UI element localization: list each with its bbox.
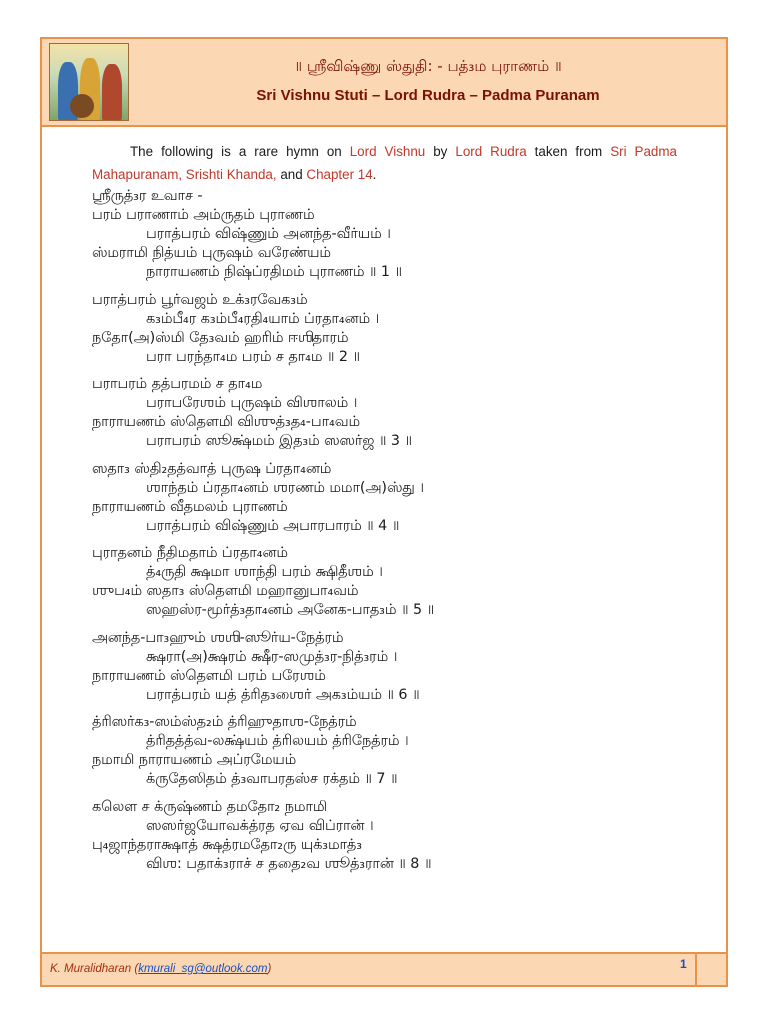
author-email-link[interactable]: kmurali_sg@outlook.com xyxy=(138,963,268,975)
verse-line: பு₄ஜாந்தராக்ஷாத் க்ஷத்ரமதோ₂ரு யுக்₃மாத்₃ xyxy=(92,836,362,853)
verse-line: ஶ்ரீருத்₃ர உவாச - xyxy=(92,188,203,204)
intro-text: The following is a rare hymn on xyxy=(130,144,350,159)
footer-divider xyxy=(695,954,697,985)
verse-line: நமாமி நாராயணம் அப்ரமேயம் xyxy=(92,752,297,768)
intro-paragraph xyxy=(92,140,677,186)
verse-line: க்ஷரா(அ)க்ஷரம் க்ஷீர-ஸமுத்₃ர-நித்₃ரம் । xyxy=(146,648,398,665)
verse-line: நாராயணம் நிஷ்ப்ரதிமம் புராணம் ॥ 1 ॥ xyxy=(146,264,402,280)
footer-paren: ) xyxy=(267,963,272,975)
intro-highlight: Sri Padma Mahapuranam, Srishti Khanda, xyxy=(92,144,677,182)
verse-line: ஸஸர்ஜயோவக்த்ரத ஏவ விப்ரான் । xyxy=(146,817,374,834)
footer-credit xyxy=(50,963,271,975)
verse-line: நாராயணம் வீதமலம் புராணம் xyxy=(92,498,288,515)
verse-line: த்₄ருதி க்ஷமா ஶாந்தி பரம் க்ஷிதீஶம் । xyxy=(146,564,383,580)
intro-text: and xyxy=(276,167,307,182)
verse-line: பராபரேஶம் புருஷம் விஶாலம் । xyxy=(146,395,358,411)
verse-line: க₃ம்பீ₄ர க₃ம்பீ₄ரதி₄யாம் ப்ரதா₄னம் । xyxy=(146,310,380,327)
verse-line: த்ரிஸர்க₃-ஸம்ஸ்த₂ம் த்ரிஹுதாஶ-நேத்ரம் xyxy=(92,714,357,730)
verse-line: பராத்பரம் விஷ்ணும் அபாரபாரம் ॥ 4 ॥ xyxy=(146,517,400,534)
verse-stanza xyxy=(92,544,692,620)
verse-line: நாராயணம் ஸ்தௌமி பரம் பரேஶம் xyxy=(92,667,326,684)
deity-image xyxy=(49,43,129,121)
intro-highlight: Lord Rudra xyxy=(455,144,527,159)
verse-line: க்ருதேஸிதம் த்₃வாபரதஸ்ச ரக்தம் ॥ 7 ॥ xyxy=(146,771,398,787)
author-name: K. Muralidharan xyxy=(50,963,132,975)
verse-line: நதோ(அ)ஸ்மி தே₃வம் ஹரிம் ஈஶிதாரம் xyxy=(92,329,349,346)
intro-highlight: Lord Vishnu xyxy=(349,144,426,159)
verse-stanza xyxy=(92,460,692,536)
verse-line: பராபரம் ஸூக்ஷ்மம் இத₃ம் ஸஸர்ஜ ॥ 3 ॥ xyxy=(146,433,412,449)
verse-line: பராத்பரம் விஷ்ணும் அனந்த-வீர்யம் । xyxy=(146,226,391,242)
verse-line: கலௌ ச க்ருஷ்ணம் தமதோ₂ நமாமி xyxy=(92,798,327,815)
title-tamil: ॥ ஶ்ரீவிஷ்ணு ஸ்துதி꞉ - பத்₃ம புராணம் ॥ xyxy=(294,57,562,75)
verse-line: நாராயணம் ஸ்தௌமி விஶுத்₃த₄-பா₄வம் xyxy=(92,414,360,430)
verse-stanza xyxy=(92,629,692,705)
verse-line: ஸதா₃ ஸ்தி₂தத்வாத் புருஷ ப்ரதா₄னம் xyxy=(92,460,332,477)
verse-line: அனந்த-பா₃ஹும் ஶஶி-ஸூர்ய-நேத்ரம் xyxy=(92,629,344,646)
intro-text: . xyxy=(372,167,377,182)
verse-stanza xyxy=(92,375,692,451)
verse-line: த்ரிதத்த்வ-லக்ஷ்யம் த்ரிலயம் த்ரிநேத்ரம் । xyxy=(146,733,409,749)
verse-line: விஶ꞉ பதாக்₃ராச் ச ததை₂வ ஶூத்₃ரான் ॥ 8 ॥ xyxy=(146,855,432,872)
title-english: Sri Vishnu Stuti – Lord Rudra – Padma Puranam xyxy=(256,87,600,104)
intro-text: by xyxy=(425,144,456,159)
footer-paren: ( xyxy=(131,963,139,975)
footer-bar xyxy=(40,952,728,987)
hymn-verses xyxy=(92,187,692,882)
verse-line: பராத்பரம் பூர்வஜம் உக்₃ரவேக₃ம் xyxy=(92,291,308,308)
verse-line: பரா பரந்தா₄ம பரம் ச தா₄ம ॥ 2 ॥ xyxy=(146,348,360,365)
verse-stanza xyxy=(92,291,692,367)
verse-line: புராதனம் நீதிமதாம் ப்ரதா₄னம் xyxy=(92,545,288,561)
verse-line: ஸஹஸ்ர-மூர்த்₃தா₄னம் அனேக-பாத₃ம் ॥ 5 ॥ xyxy=(146,602,435,618)
verse-line: ஸ்மராமி நித்யம் புருஷம் வரேண்யம் xyxy=(92,245,331,261)
verse-line: பராபரம் தத்பரமம் ச தா₄ம xyxy=(92,376,263,392)
verse-line: பராத்பரம் யத் த்ரித₃ஶைர் அக₃ம்யம் ॥ 6 ॥ xyxy=(146,686,420,703)
intro-text: taken from xyxy=(526,144,611,159)
page-number: 1 xyxy=(680,957,687,971)
verse-line: ஶுப₄ம் ஸதா₃ ஸ்தௌமி மஹானுபா₄வம் xyxy=(92,583,359,599)
verse-line: பரம் பராணாம் அம்ருதம் புராணம் xyxy=(92,207,315,223)
verse-stanza xyxy=(92,713,692,789)
verse-stanza xyxy=(92,798,692,874)
verse-line: ஶாந்தம் ப்ரதா₄னம் ஶரணம் மமா(அ)ஸ்து । xyxy=(146,479,424,496)
header-banner xyxy=(40,37,728,127)
intro-highlight: Chapter 14 xyxy=(306,167,373,182)
verse-stanza xyxy=(92,187,692,282)
